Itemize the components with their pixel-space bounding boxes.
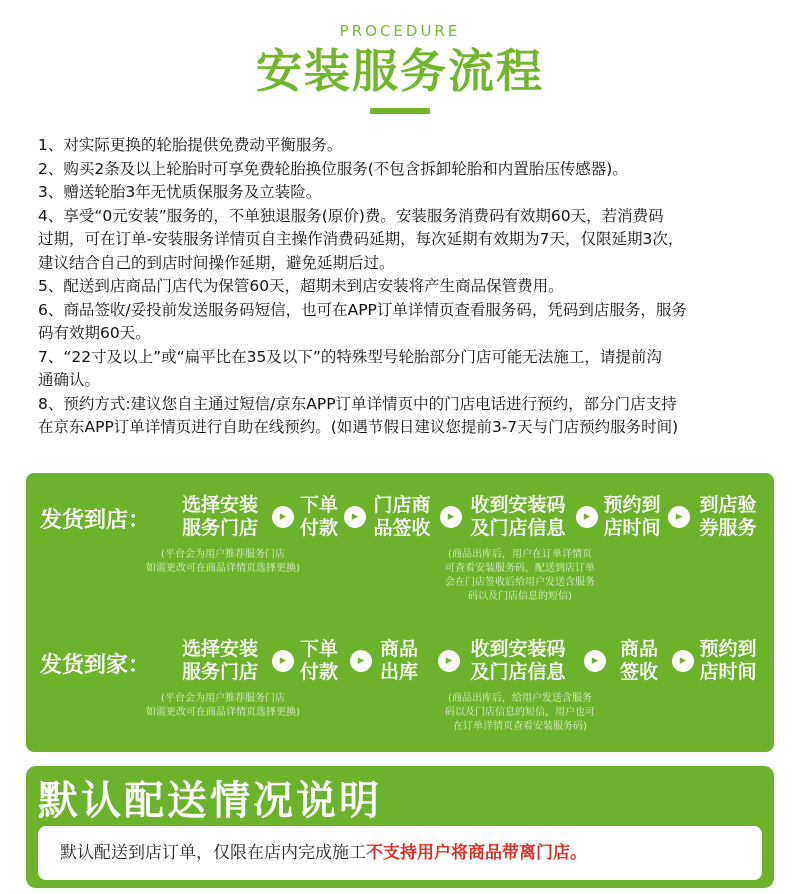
- flow-home-label: 发货到家：: [40, 653, 151, 678]
- flow-store-note-mid: (商品出库后，用户在订单详情页 可查看安装服务码，配送到店订单 会在门店签收后给用户发送含服务 码以及门店信息的短信): [445, 549, 595, 602]
- flow-store-step: 预约到 店时间: [603, 494, 661, 539]
- rule-line: 在京东APP订单详情页进行自助在线预约。(如遇节假日建议您提前3-7天与门店预约服务时间): [38, 418, 679, 436]
- flow-home-step: 商品 出库: [379, 638, 418, 683]
- flow-home-note-left: (平台会为用户推荐服务门店 如需更改可在商品详情页选择更换): [146, 693, 300, 718]
- rule-line: 码有效期60天。: [38, 324, 151, 342]
- flow-store-step: 收到安装码 及门店信息: [470, 494, 566, 539]
- rule-line: 5、配送到店商品门店代为保管60天，超期未到店安装将产生商品保管费用。: [38, 277, 564, 295]
- flow-store-step: 下单 付款: [299, 494, 338, 539]
- chevron-right-icon: ▸: [440, 506, 462, 528]
- chevron-right-icon: ▸: [350, 650, 372, 672]
- rule-line: 通确认。: [38, 371, 101, 389]
- chevron-right-icon: ▸: [672, 650, 694, 672]
- rule-line: 8、预约方式:建议您自主通过短信/京东APP订单详情页中的门店电话进行预约，部分门店支持: [38, 394, 677, 413]
- rule-line: 6、商品签收/妥投前发送服务码短信，也可在APP订单详情页查看服务码，凭码到店服务，服务: [38, 300, 687, 319]
- rules-list: [38, 134, 768, 440]
- flow-home-step: 商品 签收: [619, 638, 658, 683]
- flow-home-step: 下单 付款: [299, 638, 338, 683]
- page-title: 安装服务流程: [256, 44, 544, 98]
- flow-store-step: 门店商 品签收: [373, 494, 431, 539]
- default-delivery-title: 默认配送情况说明: [38, 778, 382, 824]
- procedure-subtitle: PROCEDURE: [339, 22, 461, 40]
- flow-store-step: 选择安装 服务门店: [181, 494, 258, 539]
- rule-line: 7、“22寸及以上”或“扁平比在35及以下”的特殊型号轮胎部分门店可能无法施工，请提前沟: [38, 347, 662, 366]
- flow-home-step: 预约到 店时间: [699, 638, 757, 683]
- default-delivery-text-highlight: 不支持用户将商品带离门店。: [366, 843, 587, 863]
- flow-store-note-left: (平台会为用户推荐服务门店 如需更改可在商品详情页选择更换): [146, 549, 300, 574]
- chevron-right-icon: ▸: [344, 506, 366, 528]
- chevron-right-icon: ▸: [272, 506, 294, 528]
- chevron-right-icon: ▸: [438, 650, 460, 672]
- chevron-right-icon: ▸: [668, 506, 690, 528]
- rule-line: 建议结合自己的到店时间操作延期，避免延期后过。: [38, 253, 395, 272]
- chevron-right-icon: ▸: [576, 506, 598, 528]
- rule-line: 2、购买2条及以上轮胎时可享免费轮胎换位服务(不包含拆卸轮胎和内置胎压传感器)。: [38, 159, 628, 178]
- flow-home-note-mid: (商品出库后，给用户发送含服务 码以及门店信息的短信，用户也可 在订单详情页查看安装服务码): [445, 693, 595, 732]
- header: [0, 22, 800, 100]
- rule-line: 过期，可在订单-安装服务详情页自主操作消费码延期，每次延期有效期为7天，仅限延期3次，: [38, 230, 684, 248]
- flow-store-label: 发货到店：: [40, 508, 151, 533]
- rule-line: 3、赠送轮胎3年无忧质保服务及立装险。: [38, 183, 322, 201]
- rule-line: 4、享受“0元安装”服务的，不单独退服务(原价)费。安装服务消费码有效期60天，若消费码: [38, 206, 664, 225]
- default-delivery-text-normal: 默认配送到店订单，仅限在店内完成施工: [60, 843, 366, 863]
- flow-home-step: 选择安装 服务门店: [181, 638, 258, 683]
- rule-line: 1、对实际更换的轮胎提供免费动平衡服务。: [38, 136, 343, 154]
- title-underline: [370, 108, 430, 114]
- default-delivery-text: [60, 841, 587, 865]
- flow-store-step: 到店验 券服务: [699, 494, 757, 539]
- chevron-right-icon: ▸: [272, 650, 294, 672]
- flow-home-step: 收到安装码 及门店信息: [470, 638, 566, 683]
- chevron-right-icon: ▸: [584, 650, 606, 672]
